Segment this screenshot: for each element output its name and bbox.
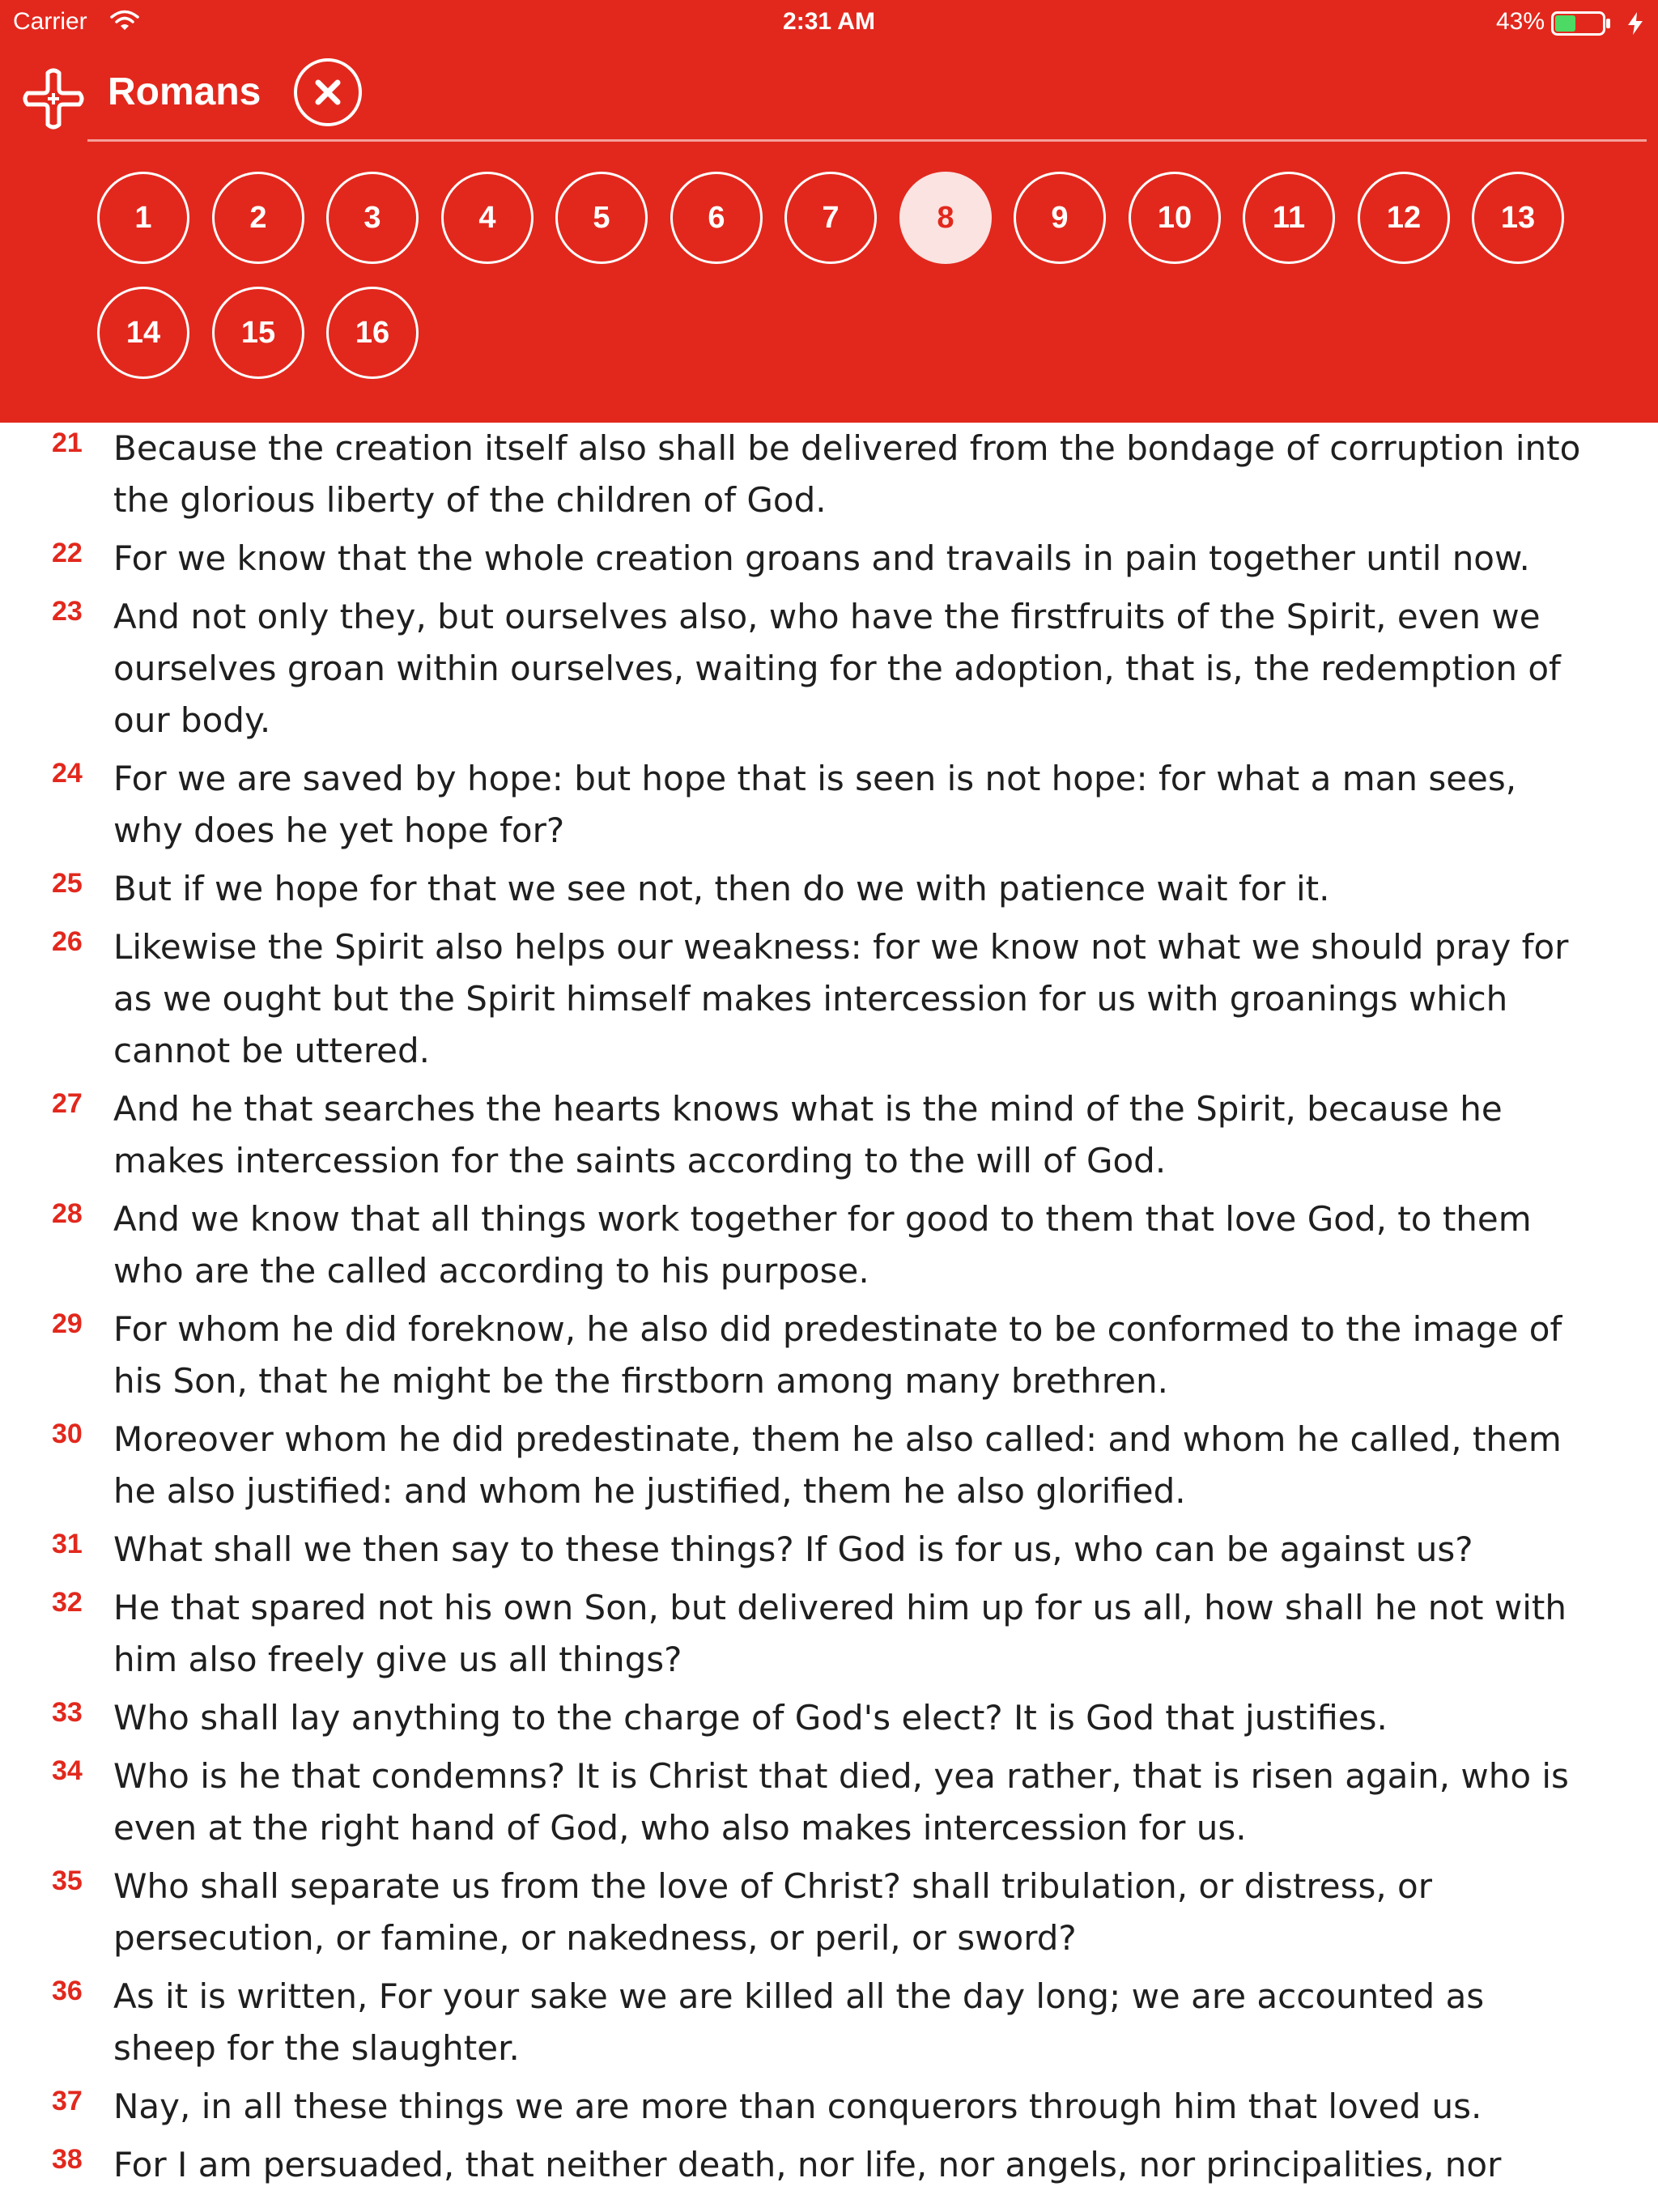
verse-number: 21 xyxy=(52,428,83,458)
verse-text: And he that searches the hearts knows what is the mind of the Spirit, because he makes intercession for the saints according to the will of God. xyxy=(113,1089,1503,1180)
verse-text: For we are saved by hope: but hope that is seen is not hope: for what a man sees, why does he yet hope for? xyxy=(113,759,1517,850)
verse-number: 38 xyxy=(52,2144,83,2175)
close-button[interactable] xyxy=(294,58,362,126)
verse-row[interactable] xyxy=(0,1692,1658,1744)
chapter-button-7[interactable]: 7 xyxy=(784,172,877,264)
carrier-label: Carrier xyxy=(13,8,87,35)
verse-number: 34 xyxy=(52,1755,83,1786)
verse-text: For whom he did foreknow, he also did predestinate to be conformed to the image of his Son, that he might be the firstborn among many brethren. xyxy=(113,1309,1562,1401)
verse-number: 25 xyxy=(52,868,83,899)
chapter-button-8[interactable]: 8 xyxy=(899,172,992,264)
chapter-button-11[interactable]: 11 xyxy=(1243,172,1335,264)
charging-bolt-icon xyxy=(1626,11,1645,36)
verse-text: For I am persuaded, that neither death, nor life, nor angels, nor principalities, nor xyxy=(113,2145,1502,2184)
verse-text: Who is he that condemns? It is Christ that died, yea rather, that is risen again, who is even at the right hand of God, who also makes intercession for us. xyxy=(113,1756,1569,1848)
verse-text: Moreover whom he did predestinate, them he also called: and whom he called, them he also justified: and whom he justified, them he also glorified. xyxy=(113,1419,1562,1511)
chapter-button-4[interactable]: 4 xyxy=(441,172,534,264)
chapter-button-10[interactable]: 10 xyxy=(1129,172,1221,264)
verse-row[interactable] xyxy=(0,753,1658,857)
verse-number: 27 xyxy=(52,1088,83,1119)
verse-number: 28 xyxy=(52,1198,83,1229)
verse-text: Who shall separate us from the love of Christ? shall tribulation, or distress, or persecution, or famine, or nakedness, or peril, or sword? xyxy=(113,1866,1433,1958)
chapter-picker-header xyxy=(0,0,1658,423)
verse-text: Nay, in all these things we are more than conquerors through him that loved us. xyxy=(113,2087,1482,2126)
verse-text: Who shall lay anything to the charge of God's elect? It is God that justifies. xyxy=(113,1698,1388,1738)
verse-number: 37 xyxy=(52,2086,83,2116)
close-x-icon xyxy=(313,78,342,107)
chapter-button-16[interactable]: 16 xyxy=(326,287,419,379)
verse-list[interactable] xyxy=(0,423,1658,2212)
verse-number: 33 xyxy=(52,1697,83,1728)
verse-number: 29 xyxy=(52,1308,83,1339)
clock-time: 2:31 AM xyxy=(783,8,875,35)
chapter-button-1[interactable]: 1 xyxy=(97,172,189,264)
verse-row[interactable] xyxy=(0,1414,1658,1517)
header-divider xyxy=(87,139,1647,142)
verse-row[interactable] xyxy=(0,1524,1658,1576)
verse-number: 32 xyxy=(52,1587,83,1618)
battery-icon xyxy=(1551,11,1611,36)
verse-number: 23 xyxy=(52,596,83,627)
verse-row[interactable] xyxy=(0,863,1658,915)
verse-row[interactable] xyxy=(0,1971,1658,2074)
verse-number: 31 xyxy=(52,1529,83,1559)
verse-row[interactable] xyxy=(0,2081,1658,2133)
chapter-button-15[interactable]: 15 xyxy=(212,287,304,379)
battery-level-fill xyxy=(1555,15,1575,32)
verse-row[interactable] xyxy=(0,1861,1658,1964)
verse-text: He that spared not his own Son, but delivered him up for us all, how shall he not with him also freely give us all things? xyxy=(113,1588,1567,1679)
verse-row[interactable] xyxy=(0,1750,1658,1854)
verse-number: 36 xyxy=(52,1976,83,2006)
verse-text: For we know that the whole creation groans and travails in pain together until now. xyxy=(113,538,1530,578)
verse-text: As it is written, For your sake we are killed all the day long; we are accounted as sheep for the slaughter. xyxy=(113,1976,1485,2068)
chapter-button-14[interactable]: 14 xyxy=(97,287,189,379)
chapter-button-3[interactable]: 3 xyxy=(326,172,419,264)
verse-text: What shall we then say to these things? If God is for us, who can be against us? xyxy=(113,1529,1473,1569)
status-bar xyxy=(0,0,1658,44)
chapter-button-13[interactable]: 13 xyxy=(1472,172,1564,264)
verse-row[interactable] xyxy=(0,921,1658,1077)
chapter-button-6[interactable]: 6 xyxy=(670,172,763,264)
verse-text: And we know that all things work together for good to them that love God, to them who are the called according to his purpose. xyxy=(113,1199,1532,1291)
verse-row[interactable] xyxy=(0,1083,1658,1187)
verse-row[interactable] xyxy=(0,2139,1658,2191)
verse-row[interactable] xyxy=(0,1304,1658,1407)
verse-number: 22 xyxy=(52,538,83,568)
chapter-button-2[interactable]: 2 xyxy=(212,172,304,264)
verse-row[interactable] xyxy=(0,533,1658,585)
cross-logo-icon xyxy=(23,68,84,130)
verse-row[interactable] xyxy=(0,423,1658,526)
verse-number: 26 xyxy=(52,926,83,957)
battery-percent: 43% xyxy=(1495,8,1545,35)
verse-number: 35 xyxy=(52,1865,83,1896)
verse-text: And not only they, but ourselves also, who have the firstfruits of the Spirit, even we ourselves groan within ourselves, waiting for the adoption, that is, the redemption of our body. xyxy=(113,597,1561,740)
chapter-button-9[interactable]: 9 xyxy=(1014,172,1106,264)
chapter-button-12[interactable]: 12 xyxy=(1358,172,1450,264)
verse-text: Likewise the Spirit also helps our weakness: for we know not what we should pray for as we ought but the Spirit himself makes intercession for us with groanings which cannot be uttered. xyxy=(113,927,1569,1070)
verse-number: 24 xyxy=(52,758,83,789)
verse-row[interactable] xyxy=(0,591,1658,747)
verse-text: But if we hope for that we see not, then do we with patience wait for it. xyxy=(113,869,1330,908)
verse-row[interactable] xyxy=(0,1193,1658,1297)
verse-row[interactable] xyxy=(0,1582,1658,1686)
chapter-button-5[interactable]: 5 xyxy=(555,172,648,264)
verse-number: 30 xyxy=(52,1419,83,1449)
book-title[interactable]: Romans xyxy=(108,70,261,113)
verse-text: Because the creation itself also shall be delivered from the bondage of corruption into the glorious liberty of the children of God. xyxy=(113,428,1581,520)
